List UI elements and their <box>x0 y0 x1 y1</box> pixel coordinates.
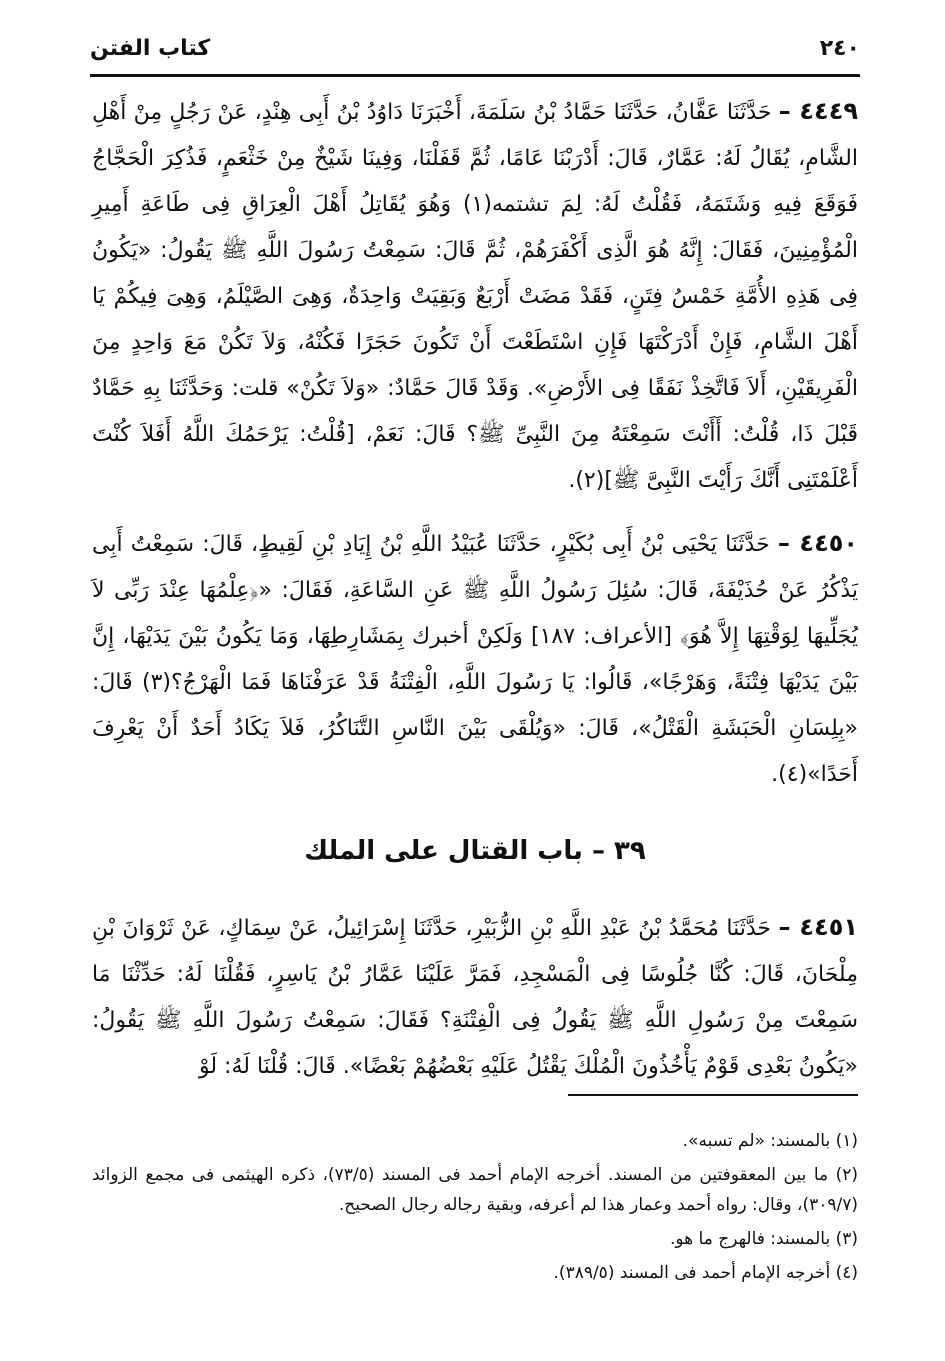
footnotes <box>92 1126 858 1292</box>
hadith-text: حَدَّثَنَا مُحَمَّدُ بْنُ عَبْدِ اللَّهِ بْنِ الزُّبَيْرِ، حَدَّثَنَا إِسْرَائِيلُ، عَنْ سِمَاكٍ، عَنْ ثَرْوَانَ بْنِ مِلْحَانَ، قَالَ: كُنَّا جُلُوسًا فِى الْمَسْجِدِ، فَمَرَّ عَلَيْنَا عَمَّارُ بْنُ يَاسِرٍ، فَقُلْنَا لَهُ: حَدِّثْنَا مَا سَمِعْتَ مِنْ رَسُولِ اللَّهِ ﷺ يَقُولُ فِى الْفِتْنَةِ؟ فَقَالَ: سَمِعْتُ رَسُولَ اللَّهِ ﷺ يَقُولُ: «يَكُونُ بَعْدِى قَوْمٌ يَأْخُذُونَ الْمُلْكَ يَقْتُلُ عَلَيْهِ بَعْضُهُمْ بَعْضًا». قَالَ: قُلْنَا لَهُ: لَوْ <box>92 916 858 1079</box>
hadith-text: حَدَّثَنَا عَفَّانُ، حَدَّثَنَا حَمَّادُ بْنُ سَلَمَةَ، أَخْبَرَنَا دَاوُدُ بْنُ أَبِى هِنْدٍ، عَنْ رَجُلٍ مِنْ أَهْلِ الشَّامِ، يُقَالُ لَهُ: عَمَّارٌ، قَالَ: أَدْرَبْنَا عَامًا، ثُمَّ قَفَلْنَا، وَفِينَا شَيْخٌ مِنْ خَثْعَمٍ، فَذُكِرَ الْحَجَّاجُ فَوَقَعَ فِيهِ وَشَتَمَهُ، فَقُلْتُ لَهُ: لِمَ تشتمه(١) وَهُوَ يُقَاتِلُ أَهْلَ الْعِرَاقِ فِى طَاعَةِ أَمِيرِ الْمُؤْمِنِينَ، فَقَالَ: إِنَّهُ هُوَ الَّذِى أَكْفَرَهُمْ، ثُمَّ قَالَ: سَمِعْتُ رَسُولَ اللَّهِ ﷺ يَقُولُ: «يَكُونُ فِى هَذِهِ الأُمَّةِ خَمْسُ فِتَنٍ، فَقَدْ مَضَتْ أَرْبَعٌ وَبَقِيَتْ وَاحِدَةٌ، وَهِىَ الصَّيْلَمُ، وَهِىَ فِيكُمْ يَا أَهْلَ الشَّامِ، فَإِنْ أَدْرَكْتَهَا فَإِنِ اسْتَطَعْتَ أَنْ تَكُونَ حَجَرًا فَكُنْهُ، وَلاَ تَكُنْ مَعَ وَاحِدٍ مِنَ الْفَرِيقَيْنِ، أَلاَ فَاتَّخِذْ نَفَقًا فِى الأَرْضِ». وَقَدْ قَالَ حَمَّادٌ: «وَلاَ تَكُنْ» قلت: وَحَدَّثَنَا بِهِ حَمَّادٌ قَبْلَ ذَا، قُلْتُ: أَأَنْتَ سَمِعْتَهُ مِنَ النَّبِىِّ ﷺ؟ قَالَ: نَعَمْ، [قُلْتُ: يَرْحَمُكَ اللَّهُ أَفَلاَ كُنْتَ أَعْلَمْتَنِى أَنَّكَ رَأَيْتَ النَّبِىَّ ﷺ](٢). <box>92 100 858 493</box>
page-number: ٢٤٠ <box>819 36 860 61</box>
hadith-paragraph <box>92 88 858 504</box>
hadith-paragraph <box>92 520 858 798</box>
footnote: (٣) بالمسند: فالهرج ما هو. <box>669 1229 858 1249</box>
hadith-text: حَدَّثَنَا يَحْيَى بْنُ أَبِى بُكَيْرٍ، حَدَّثَنَا عُبَيْدُ اللَّهِ بْنُ إِيَادِ بْنِ لَقِيطٍ، قَالَ: سَمِعْتُ أَبِى يَذْكُرُ عَنْ حُذَيْفَةَ، قَالَ: سُئِلَ رَسُولُ اللَّهِ ﷺ عَنِ السَّاعَةِ، فَقَالَ: «﴿عِلْمُهَا عِنْدَ رَبِّى لاَ يُجَلِّيهَا لِوَقْتِهَا إِلاَّ هُوَ﴾ [الأعراف: ١٨٧] وَلَكِنْ أخبرك بِمَشَارِطِهَا، وَمَا يَكُونُ بَيْنَ يَدَيْهَا، إِنَّ بَيْنَ يَدَيْهَا فِتْنَةً، وَهَرْجًا»، قَالُوا: يَا رَسُولَ اللَّهِ، الْفِتْنَةُ قَدْ عَرَفْنَاهَا فَمَا الْهَرْجُ؟(٣) قَالَ: «بِلِسَانِ الْحَبَشَةِ الْقَتْلُ»، قَالَ: «وَيُلْقَى بَيْنَ النَّاسِ التَّنَاكُرُ، فَلاَ يَكَادُ أَحَدٌ أَنْ يَعْرِفَ أَحَدًا»(٤). <box>92 532 858 787</box>
hadith-number: ٤٤٥٠ – <box>777 529 859 557</box>
footnote-separator <box>568 1094 858 1096</box>
footnote: (١) بالمسند: «لم تسبه». <box>682 1131 858 1151</box>
hadith-number: ٤٤٥١ – <box>778 913 858 941</box>
hadith-number: ٤٤٤٩ – <box>778 97 858 125</box>
footnote: (٤) أخرجه الإمام أحمد فى المسند (٣٨٩/٥). <box>553 1263 858 1283</box>
chapter-heading: ٣٩ – باب القتال على الملك <box>304 836 646 866</box>
header-rule <box>90 74 860 77</box>
running-head <box>90 30 860 70</box>
footnote: (٢) ما بين المعقوفتين من المسند. أخرجه الإمام أحمد فى المسند (٧٣/٥)، ذكره الهيثمى فى مجمع الزوائد (٣٠٩/٧)، وقال: رواه أحمد وعمار هذا لم أعرفه، وبقية رجاله رجال الصحيح. <box>92 1165 858 1215</box>
hadith-paragraph <box>92 904 858 1090</box>
book-title: كتاب الفتن <box>90 36 211 61</box>
